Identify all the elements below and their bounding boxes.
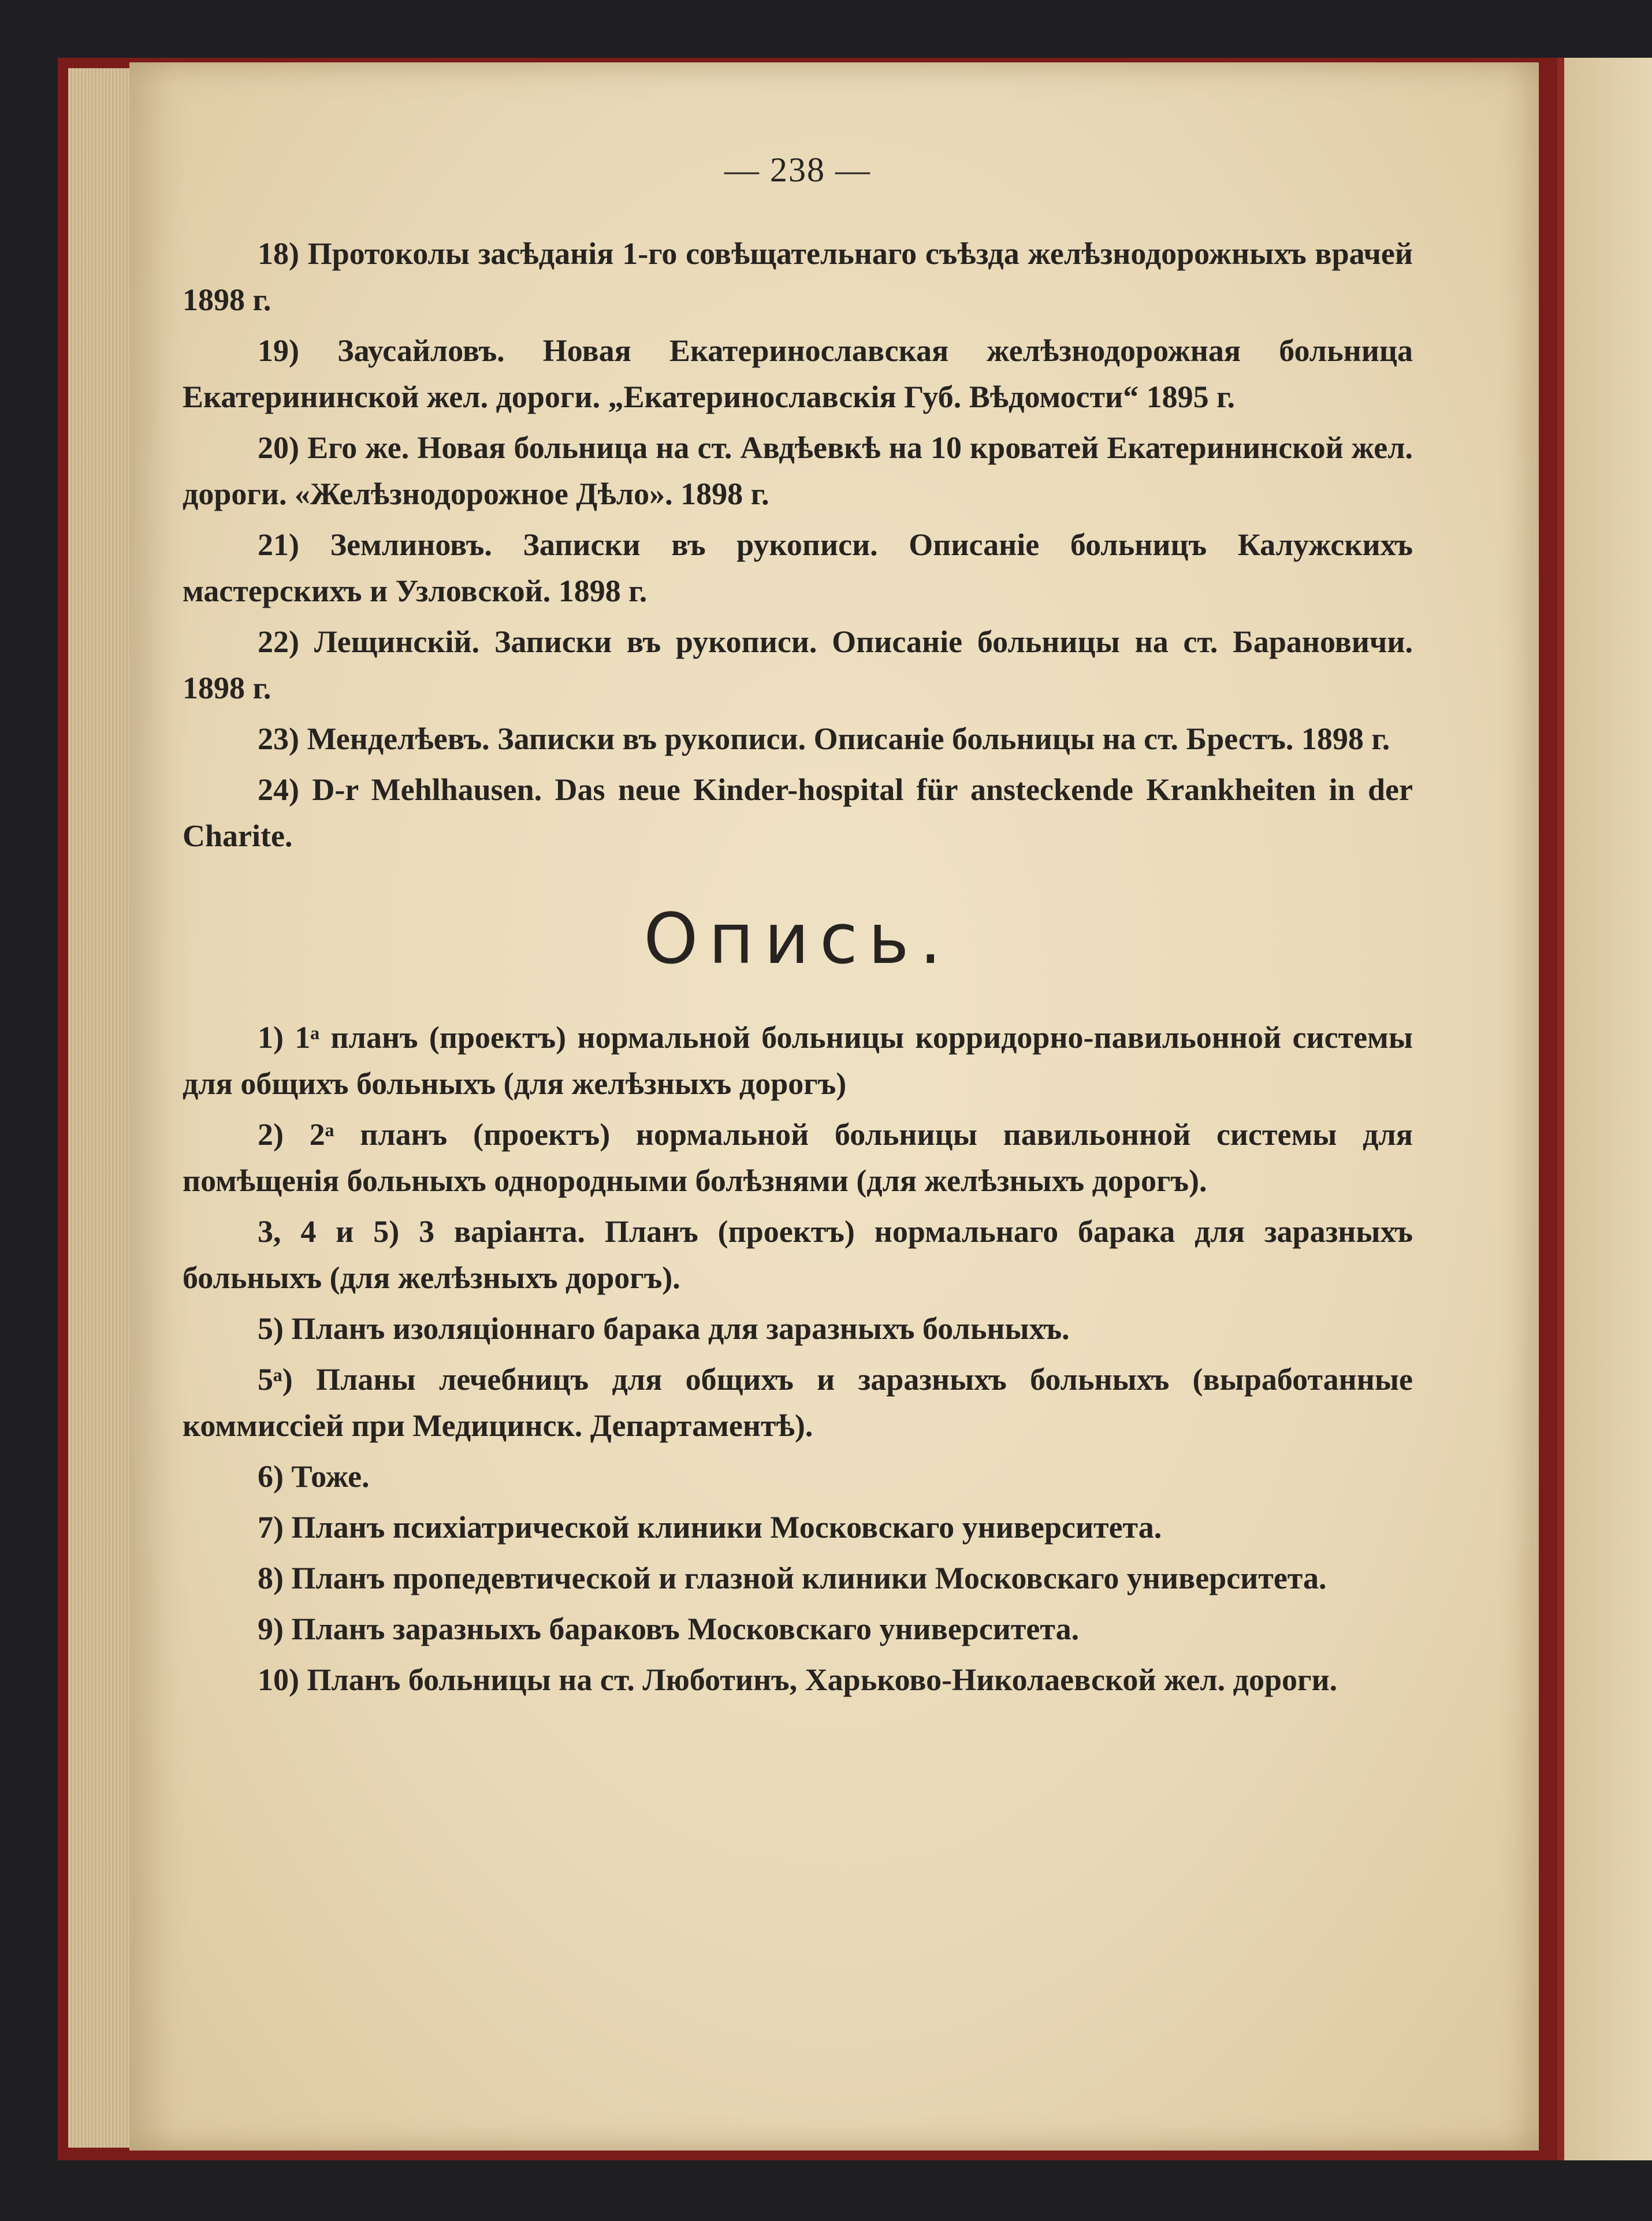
page-number: — 238 —	[724, 151, 871, 189]
inventory-item-9: 9) Планъ заразныхъ бараковъ Московскаго университета.	[258, 1612, 1080, 1646]
page-content	[183, 150, 1413, 1707]
inventory-item-5: 5) Планъ изоляціоннаго барака для заразныхъ больныхъ.	[258, 1311, 1070, 1346]
inventory-item-6: 6) Тоже.	[258, 1459, 370, 1494]
literature-item-21: 21) Землиновъ. Записки въ рукописи. Описаніе больницъ Калужскихъ мастерскихъ и Узловской. 1898 г.	[183, 527, 1413, 608]
literature-item-22: 22) Лещинскій. Записки въ рукописи. Описаніе больницы на ст. Барановичи. 1898 г.	[183, 624, 1413, 705]
inventory-item-2: 2) 2ᵃ планъ (проектъ) нормальной больницы павильонной системы для помѣщенія больныхъ однородными болѣзнями (для желѣзныхъ дорогъ).	[183, 1117, 1413, 1198]
literature-item-23: 23) Менделѣевъ. Записки въ рукописи. Описаніе больницы на ст. Брестъ. 1898 г.	[258, 721, 1390, 756]
inventory-item-10: 10) Планъ больницы на ст. Люботинъ, Харьково-Николаевской жел. дороги.	[258, 1662, 1338, 1697]
literature-item-19: 19) Заусайловъ. Новая Екатеринославская желѣзнодорожная больница Екатерининской жел. дороги. „Екатеринославскія Губ. Вѣдомости“ 1895 г.	[183, 333, 1413, 414]
literature-item-18: 18) Протоколы засѣданія 1-го совѣщательнаго съѣзда желѣзнодорожныхъ врачей 1898 г.	[183, 236, 1413, 317]
inventory-item-3-5: 3, 4 и 5) 3 варіанта. Планъ (проектъ) нормальнаго барака для заразныхъ больныхъ (для желѣзныхъ дорогъ).	[183, 1214, 1413, 1295]
inventory-item-7: 7) Планъ психіатрической клиники Московскаго университета.	[258, 1510, 1162, 1545]
inventory-item-1: 1) 1ᵃ планъ (проектъ) нормальной больницы корридорно-павильонной системы для общихъ больныхъ (для желѣзныхъ дорогъ)	[183, 1020, 1413, 1101]
literature-list	[183, 230, 1413, 859]
inventory-item-8: 8) Планъ пропедевтической и глазной клиники Московскаго университета.	[258, 1561, 1327, 1595]
literature-item-24: 24) D-r Mehlhausen. Das neue Kinder-hospital für ansteckende Krankheiten in der Charite.	[183, 772, 1413, 853]
facing-page-edge	[1557, 58, 1652, 2160]
inventory-list	[183, 1014, 1413, 1703]
inventory-item-5a: 5ᵃ) Планы лечебницъ для общихъ и заразныхъ больныхъ (выработанные коммиссіей при Медицинск. Департаментѣ).	[183, 1362, 1413, 1443]
literature-item-20: 20) Его же. Новая больница на ст. Авдѣевкѣ на 10 кроватей Екатерининской жел. дороги. «Желѣзнодорожное Дѣло». 1898 г.	[183, 430, 1413, 511]
section-heading: Опись.	[643, 899, 952, 980]
page-edges	[68, 68, 131, 2148]
